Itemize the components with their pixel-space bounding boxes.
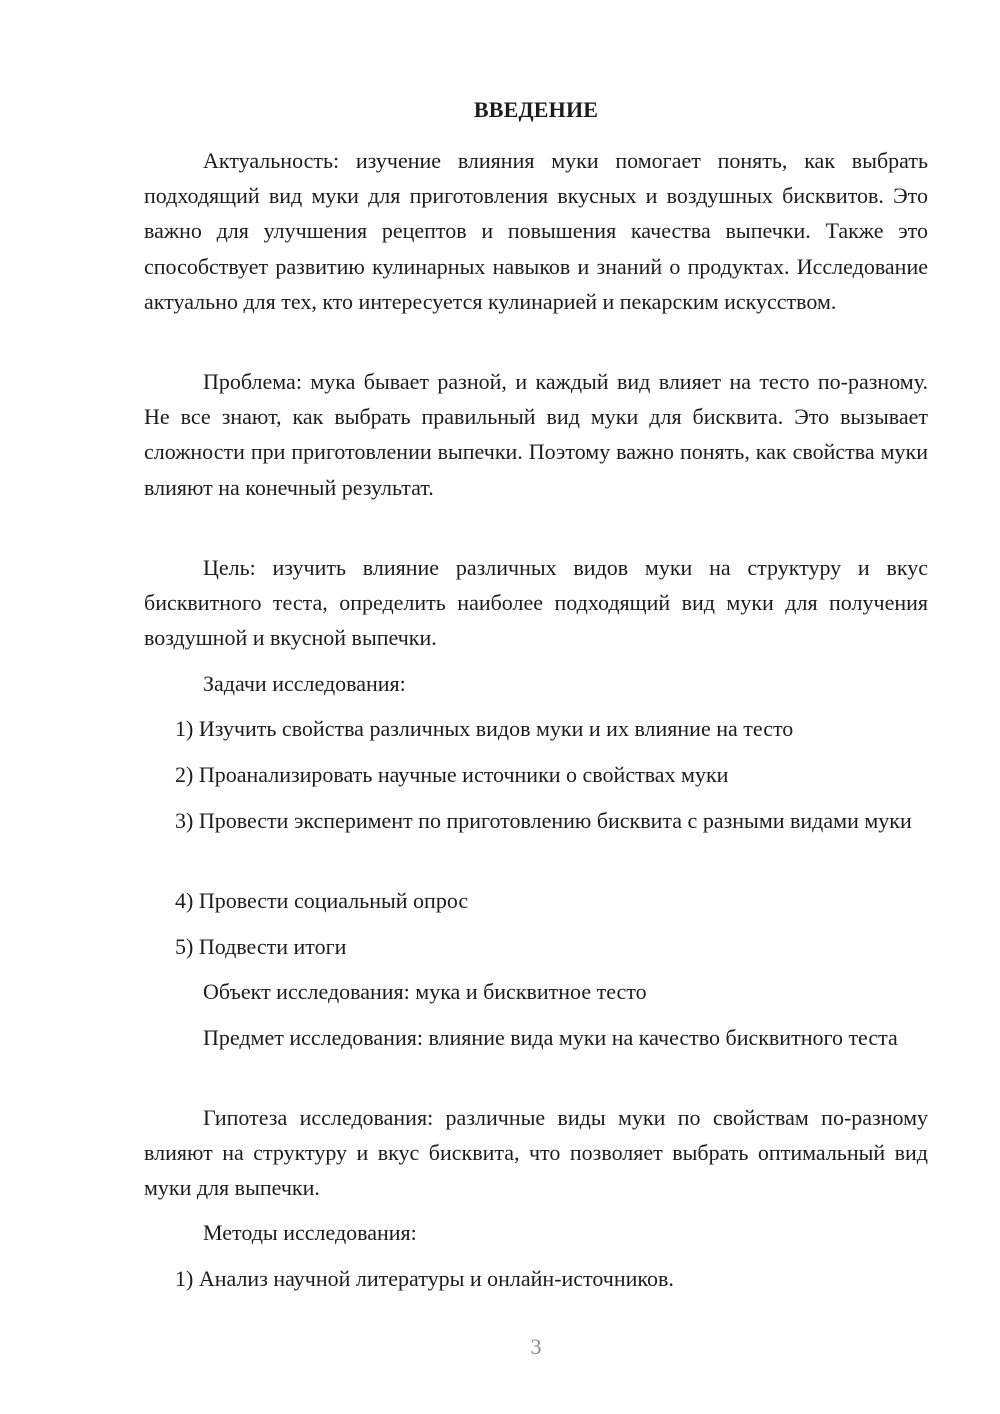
relevance-paragraph: Актуальность: изучение влияния муки помогает понять, как выбрать подходящий вид муки для приготовления вкусных и воздушных бисквитов. Это важно для улучшения рецептов и повышения качества выпечки. Также это способствует развитию кулинарных навыков и знаний о продуктах. Исследование актуально для тех, кто интересуется кулинарией и пекарским искусством. bbox=[144, 148, 928, 314]
page-title: ВВЕДЕНИЕ bbox=[473, 97, 599, 122]
hypothesis-paragraph: Гипотеза исследования: различные виды муки по свойствам по-разному влияют на структуру и вкус бисквита, что позволяет выбрать оптимальный вид муки для выпечки. bbox=[144, 1105, 928, 1201]
task-item-2: 2) Проанализировать научные источники о свойствах муки bbox=[175, 762, 729, 787]
method-item-1: 1) Анализ научной литературы и онлайн-источников. bbox=[175, 1266, 674, 1291]
tasks-heading: Задачи исследования: bbox=[203, 671, 406, 696]
problem-paragraph: Проблема: мука бывает разной, и каждый вид влияет на тесто по-разному. Не все знают, как выбрать правильный вид муки для бисквита. Это вызывает сложности при приготовлении выпечки. Поэтому важно понять, как свойства муки влияют на конечный результат. bbox=[144, 369, 928, 500]
task-item-1: 1) Изучить свойства различных видов муки и их влияние на тесто bbox=[175, 716, 794, 741]
object-paragraph: Объект исследования: мука и бисквитное тесто bbox=[203, 979, 647, 1004]
task-item-5: 5) Подвести итоги bbox=[175, 934, 347, 959]
methods-heading: Методы исследования: bbox=[203, 1220, 417, 1245]
page-number: 3 bbox=[530, 1334, 542, 1359]
task-item-3: 3) Провести эксперимент по приготовлению бисквита с разными видами муки bbox=[175, 808, 912, 833]
task-item-4: 4) Провести социальный опрос bbox=[175, 888, 469, 913]
subject-paragraph: Предмет исследования: влияние вида муки на качество бисквитного теста bbox=[203, 1025, 898, 1050]
goal-paragraph: Цель: изучить влияние различных видов муки на структуру и вкус бисквитного теста, определить наиболее подходящий вид муки для получения воздушной и вкусной выпечки. bbox=[144, 555, 928, 651]
